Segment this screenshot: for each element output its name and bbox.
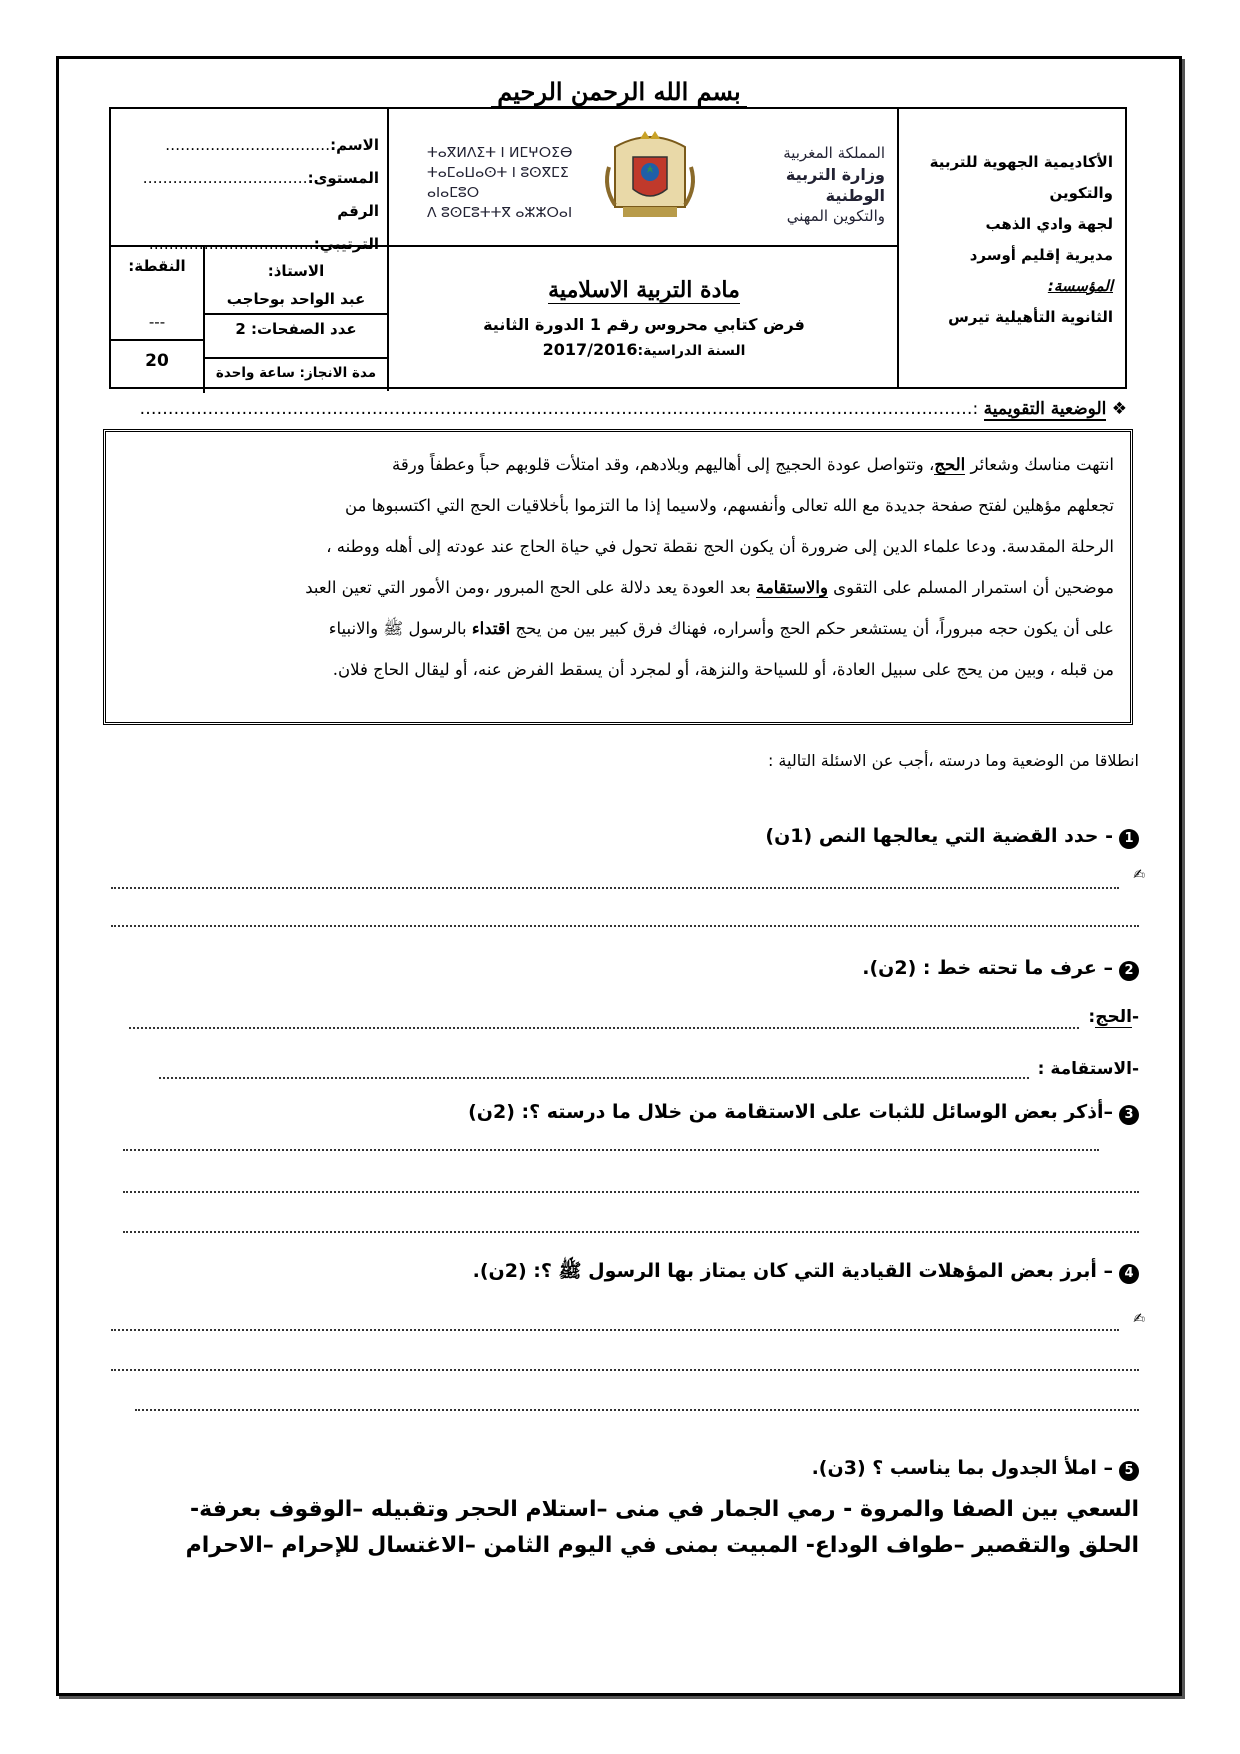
- term-istiqama: -الاستقامة :: [1037, 1059, 1139, 1079]
- name-label: الاسم:: [330, 136, 379, 154]
- answer-line[interactable]: [111, 1329, 1119, 1331]
- number-5-icon: 5: [1119, 1461, 1139, 1481]
- situation-line: انتهت مناسك وشعائر الحج، وتتواصل عودة الحجيج إلى أهاليهم وبلادهم، وقد امتلأت قلوبهم حباً وعطفاً ورقة: [392, 455, 1114, 474]
- answer-line[interactable]: [123, 1149, 1099, 1151]
- teacher-name: عبد الواحد بوحاجب: [226, 290, 366, 308]
- question-1: 1- حدد القضية التي يعالجها النص (1ن): [765, 825, 1139, 849]
- grade-box: [111, 247, 203, 393]
- situation-title: الوضعية التقويمية: [983, 399, 1107, 419]
- situation-line: على أن يكون حجه مبروراً، أن يستشعر حكم الحج وأسراره، فهناك فرق كبير بين من يحج اقتداء بالرسول ﷺ والانبياء: [328, 619, 1114, 638]
- situation-text-box: [103, 429, 1133, 725]
- name-field[interactable]: ……………………………: [165, 136, 331, 154]
- number-3-icon: 3: [1119, 1105, 1139, 1125]
- tifinagh-text: ⵜⴰⴳⵍⴷⵉⵜ ⵏ ⵍⵎⵖⵔⵉⴱ ⵜⴰⵎⴰⵡⴰⵙⵜ ⵏ ⵓⵙⴳⵎⵉ ⴰⵏⴰⵎⵓⵔ ⴷ ⵓⵙⵎⵓⵜⵜⴳ ⴰⵣⵣⵔⴰⵏ: [427, 145, 573, 221]
- coat-of-arms-icon: [595, 127, 705, 227]
- page-frame: [56, 56, 1182, 1696]
- situation-line: الرحلة المقدسة. ودعا علماء الدين إلى ضرورة أن يكون الحج نقطة تحول في حياة الحاج عند عودته إلى أهله ووطنه ،: [326, 537, 1114, 556]
- answer-line[interactable]: [111, 1369, 1139, 1371]
- rank-label: الرقم الترتيبي:: [313, 202, 379, 253]
- number-4-icon: 4: [1119, 1264, 1139, 1284]
- question-2: 2– عرف ما تحته خط : (2ن).: [862, 957, 1139, 981]
- basmala: بسم الله الرحمن الرحيم: [59, 77, 1179, 106]
- institution-name: الثانوية التأهيلية تيرس: [948, 308, 1113, 326]
- academy-cell: [897, 109, 1125, 387]
- question-5: 5– املأ الجدول بما يناسب ؟ (3ن).: [812, 1457, 1139, 1481]
- academy-region: لجهة وادي الذهب: [985, 215, 1113, 233]
- kingdom-text: المملكة المغربية وزارة التربية الوطنية والتكوين المهني: [783, 144, 885, 225]
- answer-line[interactable]: [123, 1191, 1139, 1193]
- subject-title: مادة التربية الاسلامية: [548, 277, 740, 303]
- ministry-cell: [389, 109, 899, 245]
- answer-line[interactable]: [123, 1231, 1139, 1233]
- answer-line[interactable]: [159, 1077, 1029, 1079]
- duration-box: مدة الانجاز: ساعة واحدة: [203, 357, 387, 393]
- pencil-icon: ✍: [1133, 1311, 1145, 1327]
- grade-label: النقطة:: [128, 257, 186, 275]
- header-table: [109, 107, 1127, 389]
- question-4: 4– أبرز بعض المؤهلات القيادية التي كان يمتاز بها الرسول ﷺ ؟: (2ن).: [473, 1259, 1139, 1287]
- institution-label: المؤسسة:: [1047, 277, 1113, 295]
- rituals-list-line: السعي بين الصفا والمروة - رمي الجمار في منى –استلام الحجر وتقبيله –الوقوف بعرفة-: [190, 1497, 1139, 1522]
- situation-line: موضحين أن استمرار المسلم على التقوى والاستقامة بعد العودة يعد دلالة على الحج المبرور ،ومن الأمور التي تعين العبد: [305, 578, 1114, 597]
- pencil-icon: ✍: [1133, 867, 1145, 883]
- answer-line[interactable]: [111, 925, 1139, 927]
- situation-line: من قبله ، وبين من يحج على سبيل العادة، أو للسياحة والنزهة، أو لمجرد أن يسقط الفرض عنه، أو ليقال الحاج فلان.: [332, 660, 1114, 679]
- level-label: المستوى:: [307, 169, 379, 187]
- situation-heading: ❖ الوضعية التقويمية :…………………………………………………………………………………………………………………………………: [139, 399, 1127, 419]
- answer-line[interactable]: [111, 887, 1119, 889]
- answer-line[interactable]: [129, 1027, 1079, 1029]
- rank-field[interactable]: ……………………………: [148, 235, 314, 253]
- school-year: السنة الدراسية:2017/2016: [542, 340, 746, 359]
- exam-info-cell: [389, 245, 899, 391]
- teacher-box: [203, 247, 387, 357]
- grade-value[interactable]: ---: [148, 313, 166, 331]
- student-info-cell: [111, 109, 389, 253]
- question-3: 3–أذكر بعض الوسائل للثبات على الاستقامة من خلال ما درسته ؟: (2ن): [468, 1101, 1139, 1125]
- term-hajj: -الحج:: [1088, 1007, 1139, 1027]
- answer-line[interactable]: [135, 1409, 1139, 1411]
- academy-directorate: مديرية إقليم أوسرد: [969, 246, 1113, 264]
- instruction-text: انطلاقا من الوضعية وما درسته ،أجب عن الاسئلة التالية :: [767, 751, 1139, 770]
- number-1-icon: 1: [1119, 829, 1139, 849]
- rituals-list-line: الحلق والتقصير –طواف الوداع- المبيت بمنى في اليوم الثامن –الاغتسال للإحرام –الاحرام: [185, 1533, 1139, 1558]
- exam-title: فرض كتابي محروس رقم 1 الدورة الثانية: [483, 315, 805, 334]
- grade-teacher-cell: [111, 245, 389, 391]
- diamond-bullet-icon: ❖: [1111, 399, 1127, 419]
- page-count: عدد الصفحات: 2: [205, 313, 387, 343]
- grade-total: 20: [111, 339, 203, 371]
- level-field[interactable]: ……………………………: [142, 169, 308, 187]
- situation-line: تجعلهم مؤهلين لفتح صفحة جديدة مع الله تعالى وأنفسهم، ولاسيما إذا ما التزموا بأخلاقيات الحج التي اكتسبوها من: [344, 496, 1114, 515]
- teacher-label: الاستاذ:: [267, 262, 325, 280]
- academy-name: الأكاديمية الجهوية للتربية والتكوين: [929, 153, 1113, 202]
- number-2-icon: 2: [1119, 961, 1139, 981]
